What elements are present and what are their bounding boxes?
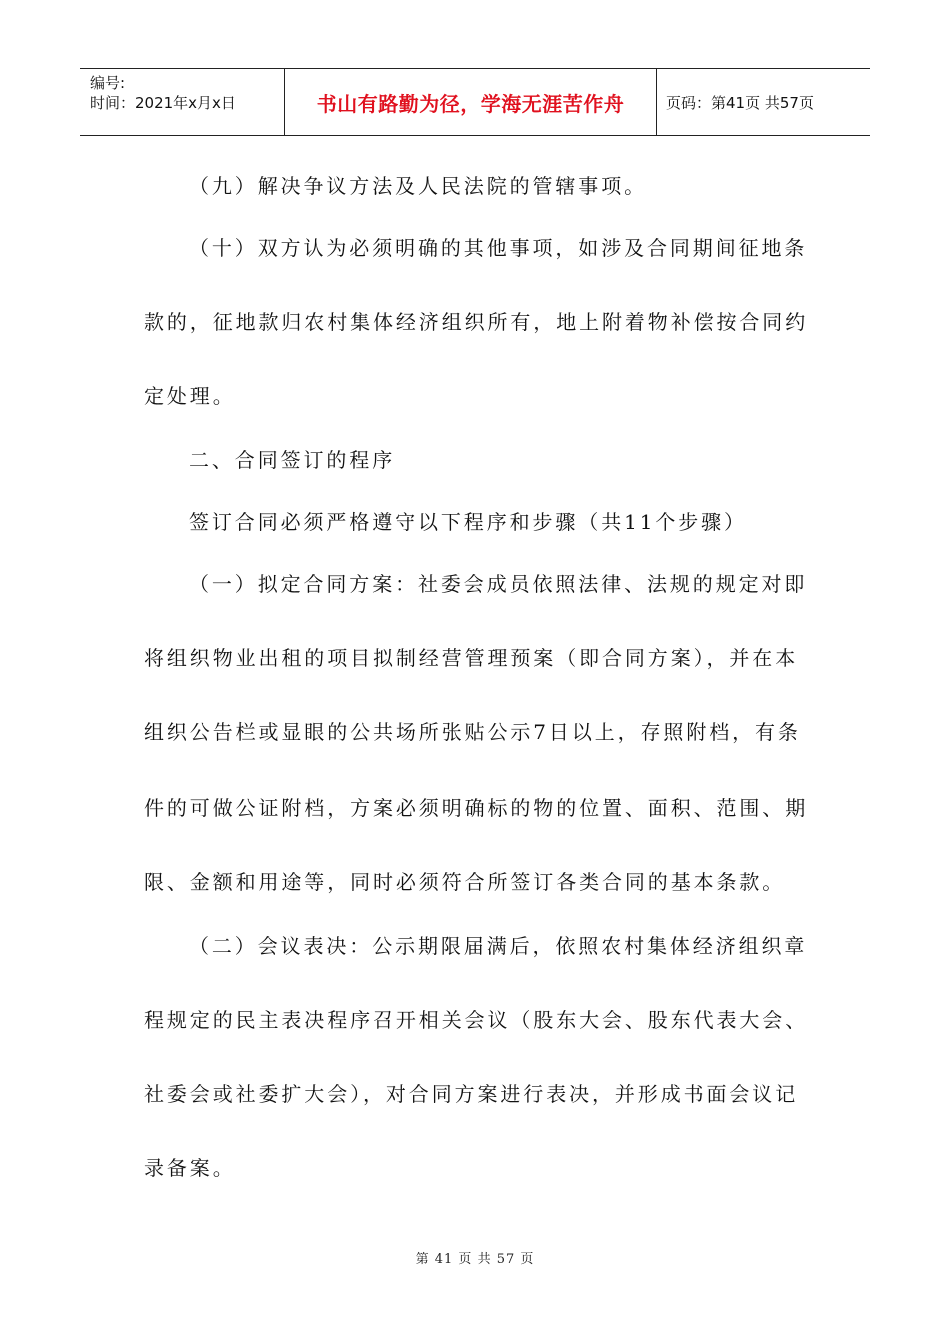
body-line-3: 款的，征地款归农村集体经济组织所有，地上附着物补偿按合同约 bbox=[144, 310, 809, 334]
body-line-6: 签订合同必须严格遵守以下程序和步骤（共11个步骤） bbox=[189, 510, 747, 534]
body-line-1: （九）解决争议方法及人民法院的管辖事项。 bbox=[189, 174, 647, 198]
header-page-info: 页码：第41页 共57页 bbox=[666, 93, 814, 112]
body-line-8: 将组织物业出租的项目拟制经营管理预案（即合同方案），并在本 bbox=[144, 646, 799, 670]
body-line-9: 组织公告栏或显眼的公共场所张贴公示7日以上，存照附档，有条 bbox=[144, 720, 801, 744]
body-line-11: 限、金额和用途等，同时必须符合所签订各类合同的基本条款。 bbox=[144, 870, 786, 894]
body-line-2: （十）双方认为必须明确的其他事项，如涉及合同期间征地条 bbox=[189, 236, 808, 260]
body-line-14: 社委会或社委扩大会），对合同方案进行表决，并形成书面会议记 bbox=[144, 1082, 799, 1106]
body-line-4: 定处理。 bbox=[144, 384, 236, 408]
header-meta bbox=[80, 69, 284, 135]
body-line-10: 件的可做公证附档，方案必须明确标的物的位置、面积、范围、期 bbox=[144, 796, 809, 820]
document-number-label: 编号: bbox=[90, 74, 126, 92]
document-header bbox=[80, 68, 870, 136]
body-line-15: 录备案。 bbox=[144, 1156, 236, 1180]
document-time-label: 时间：2021年x月x日 bbox=[90, 94, 236, 112]
header-motto: 书山有路勤为径，学海无涯苦作舟 bbox=[316, 91, 625, 116]
page-footer: 第 41 页 共 57 页 bbox=[415, 1252, 535, 1267]
body-line-13: 程规定的民主表决程序召开相关会议（股东大会、股东代表大会、 bbox=[144, 1008, 809, 1032]
body-line-7: （一）拟定合同方案：社委会成员依照法律、法规的规定对即 bbox=[189, 572, 808, 596]
body-line-12: （二）会议表决：公示期限届满后，依照农村集体经济组织章 bbox=[189, 934, 808, 958]
section-heading: 二、合同签订的程序 bbox=[189, 448, 396, 472]
